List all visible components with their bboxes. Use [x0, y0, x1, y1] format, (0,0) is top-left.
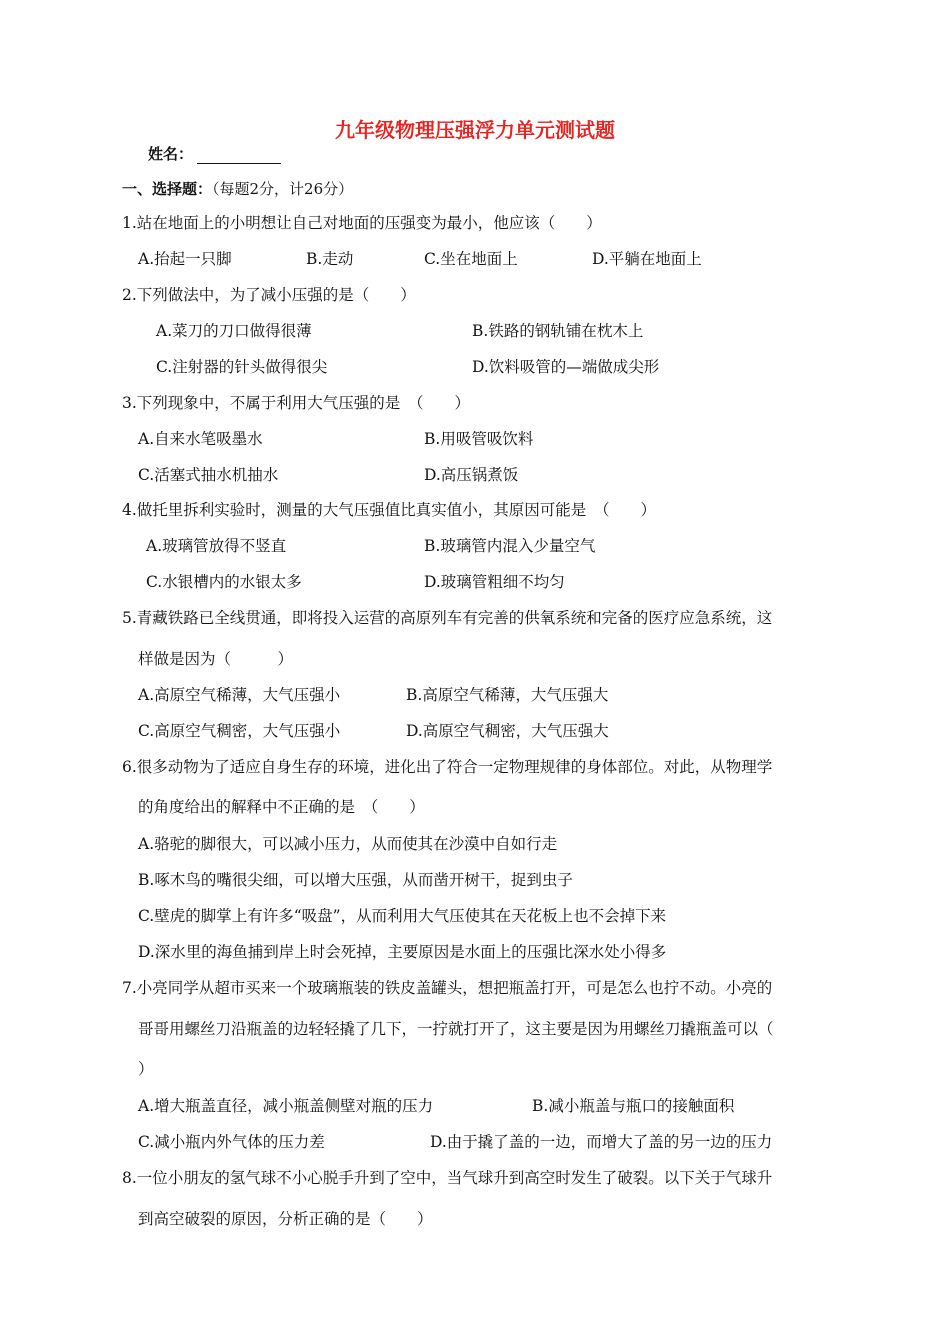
- q3-option-b: B.用吸管吸饮料: [424, 430, 534, 448]
- q6-option-c: C.壁虎的脚掌上有许多“吸盘”，从而利用大气压使其在天花板上也不会掉下来: [138, 907, 667, 925]
- q1-option-a: A.抬起一只脚: [138, 250, 232, 268]
- q6-stem-line2: 的角度给出的解释中不正确的是 （ ）: [138, 798, 425, 816]
- section-label: 一、选择题：: [122, 180, 213, 198]
- q6-option-b: B.啄木鸟的嘴很尖细，可以增大压强，从而凿开树干，捉到虫子: [138, 871, 573, 889]
- q1-option-d: D.平躺在地面上: [592, 250, 702, 268]
- q4-option-c: C.水银槽内的水银太多: [146, 573, 302, 591]
- q7-option-d: D.由于撬了盖的一边，而增大了盖的另一边的压力: [430, 1133, 773, 1151]
- section-heading: [122, 178, 353, 199]
- q4-stem: 4.做托里拆利实验时，测量的大气压强值比真实值小，其原因可能是 （ ）: [122, 501, 657, 519]
- q3-stem: 3.下列现象中，不属于利用大气压强的是 （ ）: [122, 394, 471, 412]
- page-title: 九年级物理压强浮力单元测试题: [335, 118, 615, 142]
- q2-option-a: A.菜刀的刀口做得很薄: [156, 322, 312, 340]
- q3-option-d: D.高压锅煮饭: [424, 466, 519, 484]
- name-field: [148, 143, 281, 164]
- q2-option-d: D.饮料吸管的—端做成尖形: [472, 358, 660, 376]
- q5-option-c: C.高原空气稠密，大气压强小: [138, 722, 341, 740]
- q4-option-b: B.玻璃管内混入少量空气: [424, 537, 596, 555]
- name-label: 姓名：: [148, 145, 194, 163]
- q6-option-d: D.深水里的海鱼捕到岸上时会死掉，主要原因是水面上的压强比深水处小得多: [138, 943, 667, 961]
- q1-option-b: B.走动: [306, 250, 354, 268]
- q8-stem-line1: 8.一位小朋友的氢气球不小心脱手升到了空中，当气球升到高空时发生了破裂。以下关于气球升: [122, 1169, 773, 1187]
- q7-stem-line1: 7.小亮同学从超市买来一个玻璃瓶装的铁皮盖罐头，想把瓶盖打开，可是怎么也拧不动。小亮的: [122, 979, 773, 997]
- q7-option-a: A.增大瓶盖直径，减小瓶盖侧壁对瓶的压力: [138, 1097, 434, 1115]
- q5-stem-line2: 样做是因为（ ）: [138, 650, 294, 668]
- q4-option-a: A.玻璃管放得不竖直: [146, 537, 287, 555]
- section-note: （每题2分，计26分）: [212, 180, 354, 198]
- q7-stem-line3: ）: [138, 1060, 154, 1078]
- q7-stem-line2: 哥哥用螺丝刀沿瓶盖的边轻轻撬了几下，一拧就打开了，这主要是因为用螺丝刀撬瓶盖可以（: [138, 1020, 774, 1038]
- q2-option-b: B.铁路的钢轨铺在枕木上: [472, 322, 644, 340]
- q5-option-a: A.高原空气稀薄，大气压强小: [138, 686, 341, 704]
- q1-stem: 1.站在地面上的小明想让自己对地面的压强变为最小，他应该（ ）: [122, 214, 602, 232]
- q4-option-d: D.玻璃管粗细不均匀: [424, 573, 565, 591]
- q6-option-a: A.骆驼的脚很大，可以减小压力，从而使其在沙漠中自如行走: [138, 835, 558, 853]
- q5-stem-line1: 5.青藏铁路已全线贯通，即将投入运营的高原列车有完善的供氧系统和完备的医疗应急系统，这: [122, 609, 773, 627]
- q7-option-c: C.减小瓶内外气体的压力差: [138, 1133, 325, 1151]
- q5-option-b: B.高原空气稀薄，大气压强大: [406, 686, 609, 704]
- q2-stem: 2.下列做法中，为了减小压强的是（ ）: [122, 286, 416, 304]
- q8-stem-line2: 到高空破裂的原因，分析正确的是（ ）: [138, 1210, 433, 1228]
- q2-option-c: C.注射器的针头做得很尖: [156, 358, 328, 376]
- q6-stem-line1: 6.很多动物为了适应自身生存的环境，进化出了符合一定物理规律的身体部位。对此，从物理学: [122, 758, 773, 776]
- q5-option-d: D.高原空气稠密，大气压强大: [406, 722, 609, 740]
- q1-option-c: C.坐在地面上: [424, 250, 518, 268]
- q3-option-c: C.活塞式抽水机抽水: [138, 466, 279, 484]
- q7-option-b: B.减小瓶盖与瓶口的接触面积: [532, 1097, 735, 1115]
- name-blank[interactable]: [197, 147, 281, 164]
- q3-option-a: A.自来水笔吸墨水: [138, 430, 263, 448]
